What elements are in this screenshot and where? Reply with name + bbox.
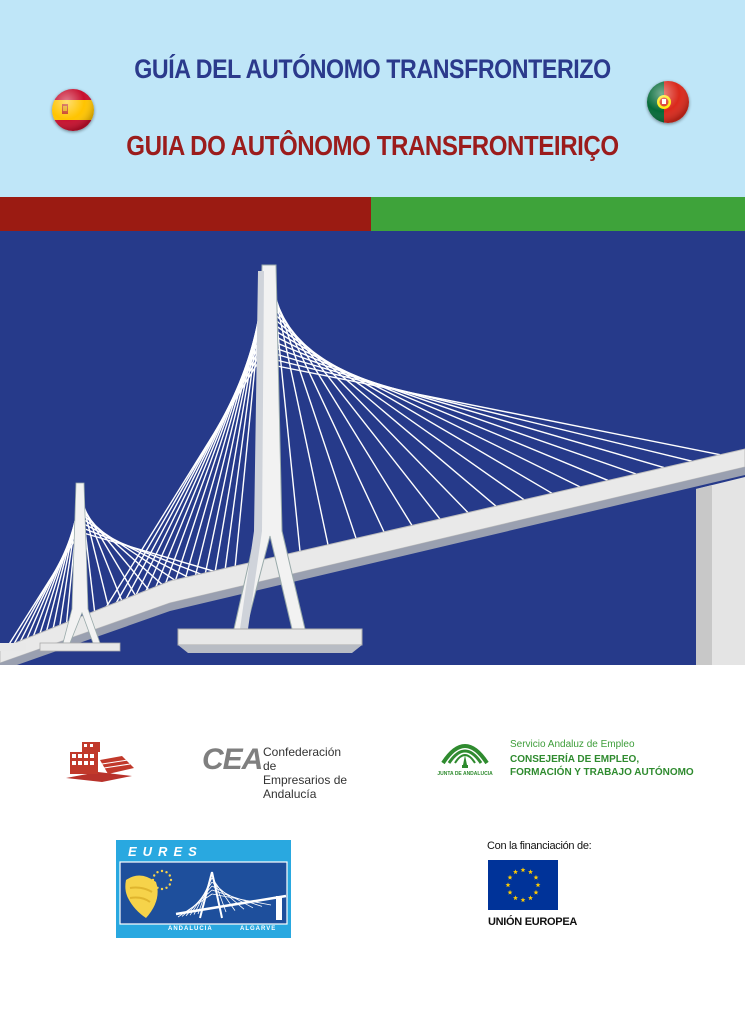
title-portuguese: GUIA DO AUTÔNOMO TRANSFRONTEIRIÇO bbox=[126, 130, 619, 161]
green-stripe bbox=[371, 197, 745, 231]
cea-name-line2: Empresarios de Andalucía bbox=[263, 773, 348, 801]
bridge-illustration bbox=[0, 231, 745, 665]
eures-title: EURES bbox=[128, 844, 203, 859]
portugal-flag-icon bbox=[647, 81, 689, 123]
junta-andalucia-logo bbox=[437, 735, 694, 785]
spain-flag-icon bbox=[52, 89, 94, 131]
eu-name: UNIÓN EUROPEA bbox=[488, 916, 577, 928]
cea-name bbox=[263, 745, 352, 801]
eures-region-andalucia: ANDALUCIA bbox=[168, 926, 213, 932]
junta-service-name: Servicio Andaluz de Empleo bbox=[510, 739, 635, 750]
eures-region-algarve: ALGARVE bbox=[240, 926, 277, 932]
cea-logo bbox=[62, 736, 352, 801]
junta-department-line1: CONSEJERÍA DE EMPLEO, bbox=[510, 754, 640, 765]
red-stripe bbox=[0, 197, 371, 231]
eures-logo bbox=[116, 840, 291, 938]
cea-name-line1: Confederación de bbox=[263, 745, 342, 773]
eu-flag-icon bbox=[488, 860, 558, 910]
junta-department-line2: FORMACIÓN Y TRABAJO AUTÓNOMO bbox=[510, 767, 694, 778]
junta-seal-text: JUNTA DE ANDALUCIA bbox=[437, 771, 493, 777]
cea-acronym: CEA bbox=[202, 743, 263, 776]
financing-label: Con la financiación de: bbox=[487, 840, 592, 852]
title-spanish: GUÍA DEL AUTÓNOMO TRANSFRONTERIZO bbox=[134, 54, 611, 84]
cover-header bbox=[0, 0, 745, 197]
